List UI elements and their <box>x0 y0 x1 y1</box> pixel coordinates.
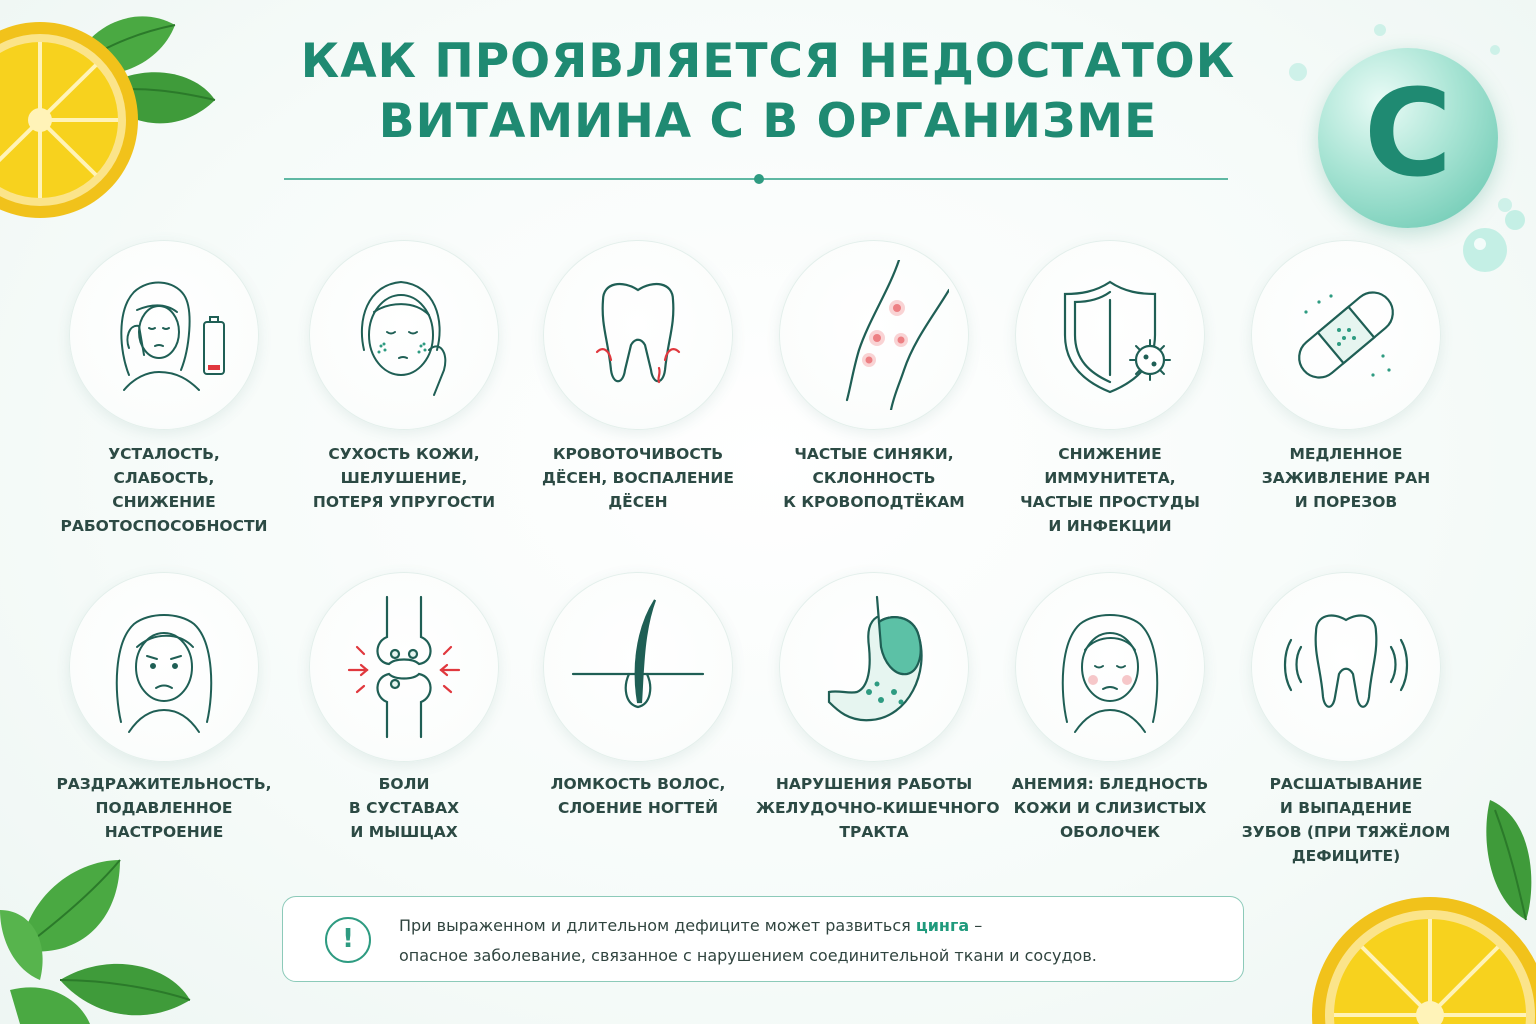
pale-woman-icon <box>1035 592 1185 742</box>
title-line-2: ВИТАМИНА С В ОРГАНИЗМЕ <box>378 94 1158 149</box>
symptom-label: ЛОМКОСТЬ ВОЛОС, СЛОЕНИЕ НОГТЕЙ <box>550 775 726 817</box>
symptom-icon-circle <box>69 240 259 430</box>
symptom-icon-circle <box>1251 240 1441 430</box>
bruised-arm-icon <box>799 260 949 410</box>
loose-tooth-icon <box>1271 592 1421 742</box>
irritated-woman-icon <box>89 592 239 742</box>
symptom-icon-circle <box>1015 572 1205 762</box>
vitamin-c-letter: C <box>1363 65 1453 204</box>
symptom-label: РАСШАТЫВАНИЕ И ВЫПАДЕНИЕ ЗУБОВ (ПРИ ТЯЖЁЛОМ ДЕФИЦИТЕ) <box>1241 775 1451 865</box>
symptom-label: НАРУШЕНИЯ РАБОТЫ ЖЕЛУДОЧНО-КИШЕЧНОГО ТРАКТА <box>756 775 1000 841</box>
symptom-label: СНИЖЕНИЕ ИММУНИТЕТА, ЧАСТЫЕ ПРОСТУДЫ И ИНФЕКЦИИ <box>1020 445 1200 535</box>
tired-woman-battery-icon <box>89 260 239 410</box>
symptom-label: КРОВОТОЧИВОСТЬ ДЁСЕН, ВОСПАЛЕНИЕ ДЁСЕН <box>542 445 734 511</box>
warning-line-1: При выраженном и длительном дефиците может развиться цинга – <box>399 916 983 935</box>
symptom-icon-circle <box>543 240 733 430</box>
symptom-icon-circle <box>69 572 259 762</box>
symptom-icon-circle <box>543 572 733 762</box>
symptom-label: СУХОСТЬ КОЖИ, ШЕЛУШЕНИЕ, ПОТЕРЯ УПРУГОСТИ <box>312 445 496 511</box>
joint-pain-icon <box>329 592 479 742</box>
warning-text <box>399 911 1229 971</box>
hair-follicle-icon <box>563 592 713 742</box>
dry-skin-face-icon <box>329 260 479 410</box>
bleeding-gums-tooth-icon <box>563 260 713 410</box>
bandage-icon <box>1271 260 1421 410</box>
stomach-icon <box>799 592 949 742</box>
symptom-icon-circle <box>1015 240 1205 430</box>
symptom-icon-circle <box>309 572 499 762</box>
symptom-label: АНЕМИЯ: БЛЕДНОСТЬ КОЖИ И СЛИЗИСТЫХ ОБОЛОЧЕК <box>1011 775 1209 841</box>
symptom-label: УСТАЛОСТЬ, СЛАБОСТЬ, СНИЖЕНИЕ РАБОТОСПОСОБНОСТИ <box>60 445 268 535</box>
symptom-icon-circle <box>779 572 969 762</box>
symptom-label: ЧАСТЫЕ СИНЯКИ, СКЛОННОСТЬ К КРОВОПОДТЁКАМ <box>783 445 965 511</box>
exclamation-icon: ! <box>325 917 371 963</box>
symptom-label: РАЗДРАЖИТЕЛЬНОСТЬ, ПОДАВЛЕННОЕ НАСТРОЕНИЕ <box>56 775 272 841</box>
warning-line-2: опасное заболевание, связанное с нарушением соединительной ткани и сосудов. <box>399 946 1097 965</box>
symptom-icon-circle <box>779 240 969 430</box>
shield-virus-icon <box>1035 260 1185 410</box>
scurvy-warning-box <box>282 896 1244 982</box>
scurvy-highlight: цинга <box>915 916 970 935</box>
symptom-label: БОЛИ В СУСТАВАХ И МЫШЦАХ <box>348 775 460 841</box>
symptom-label: МЕДЛЕННОЕ ЗАЖИВЛЕНИЕ РАН И ПОРЕЗОВ <box>1261 445 1431 511</box>
title-line-1: КАК ПРОЯВЛЯЕТСЯ НЕДОСТАТОК <box>300 34 1236 89</box>
symptom-icon-circle <box>309 240 499 430</box>
symptom-icon-circle <box>1251 572 1441 762</box>
